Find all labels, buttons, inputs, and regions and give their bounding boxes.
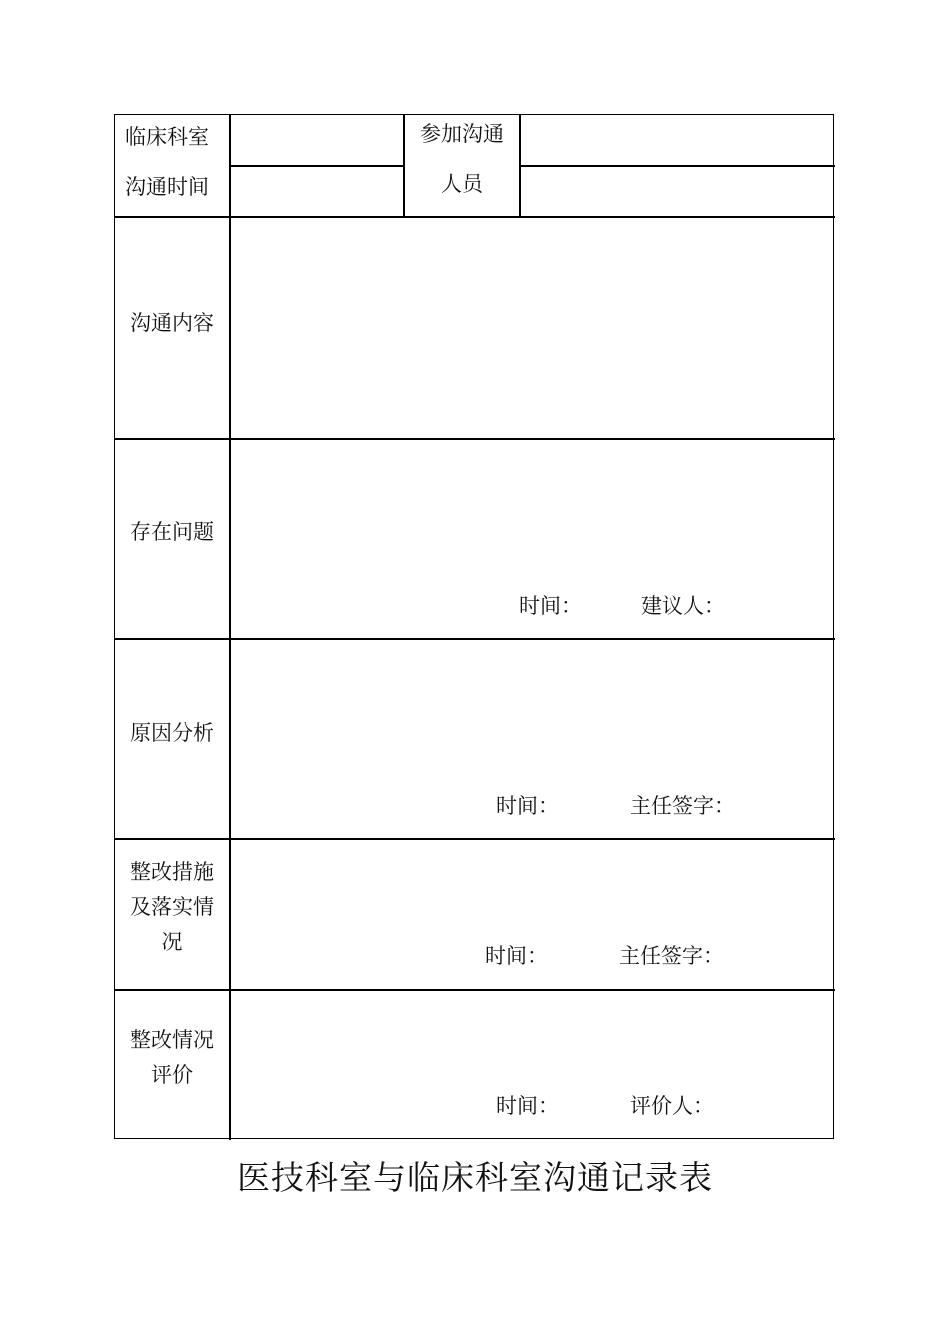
- content-field[interactable]: [231, 218, 835, 438]
- evaluation-sign-label: 评价人：: [630, 1094, 714, 1118]
- evaluation-label-line2: 评价: [151, 1063, 193, 1087]
- problems-sign-label: 建议人：: [641, 594, 725, 618]
- evaluation-time-label: 时间：: [496, 1094, 559, 1118]
- analysis-sign-label: 主任签字：: [630, 794, 735, 818]
- participants-field-1[interactable]: [521, 115, 835, 165]
- analysis-label: 原因分析: [130, 721, 214, 745]
- measures-label-line3: 况: [161, 930, 183, 954]
- evaluation-label: [115, 1023, 229, 1093]
- problems-time-label: 时间：: [519, 594, 582, 618]
- problems-label: 存在问题: [130, 520, 214, 544]
- participants-label: [405, 117, 519, 202]
- participants-field-2[interactable]: [521, 167, 835, 216]
- document-title: 医技科室与临床科室沟通记录表: [237, 1158, 713, 1197]
- measures-label-line2: 及落实情: [130, 895, 214, 919]
- analysis-time-label: 时间：: [496, 794, 559, 818]
- communication-record-form: [114, 114, 834, 1139]
- participants-label-line1: 参加沟通: [420, 122, 504, 146]
- measures-sign-label: 主任签字：: [619, 944, 724, 968]
- clinical-dept-label: 临床科室: [125, 125, 209, 149]
- measures-label: [115, 855, 229, 960]
- comm-time-field[interactable]: [231, 167, 403, 216]
- comm-time-label: 沟通时间: [125, 175, 209, 199]
- measures-time-label: 时间：: [485, 944, 548, 968]
- measures-label-line1: 整改措施: [130, 860, 214, 884]
- clinical-dept-field[interactable]: [231, 115, 403, 165]
- participants-label-line2: 人员: [441, 172, 483, 196]
- content-label: 沟通内容: [130, 311, 214, 335]
- evaluation-label-line1: 整改情况: [130, 1028, 214, 1052]
